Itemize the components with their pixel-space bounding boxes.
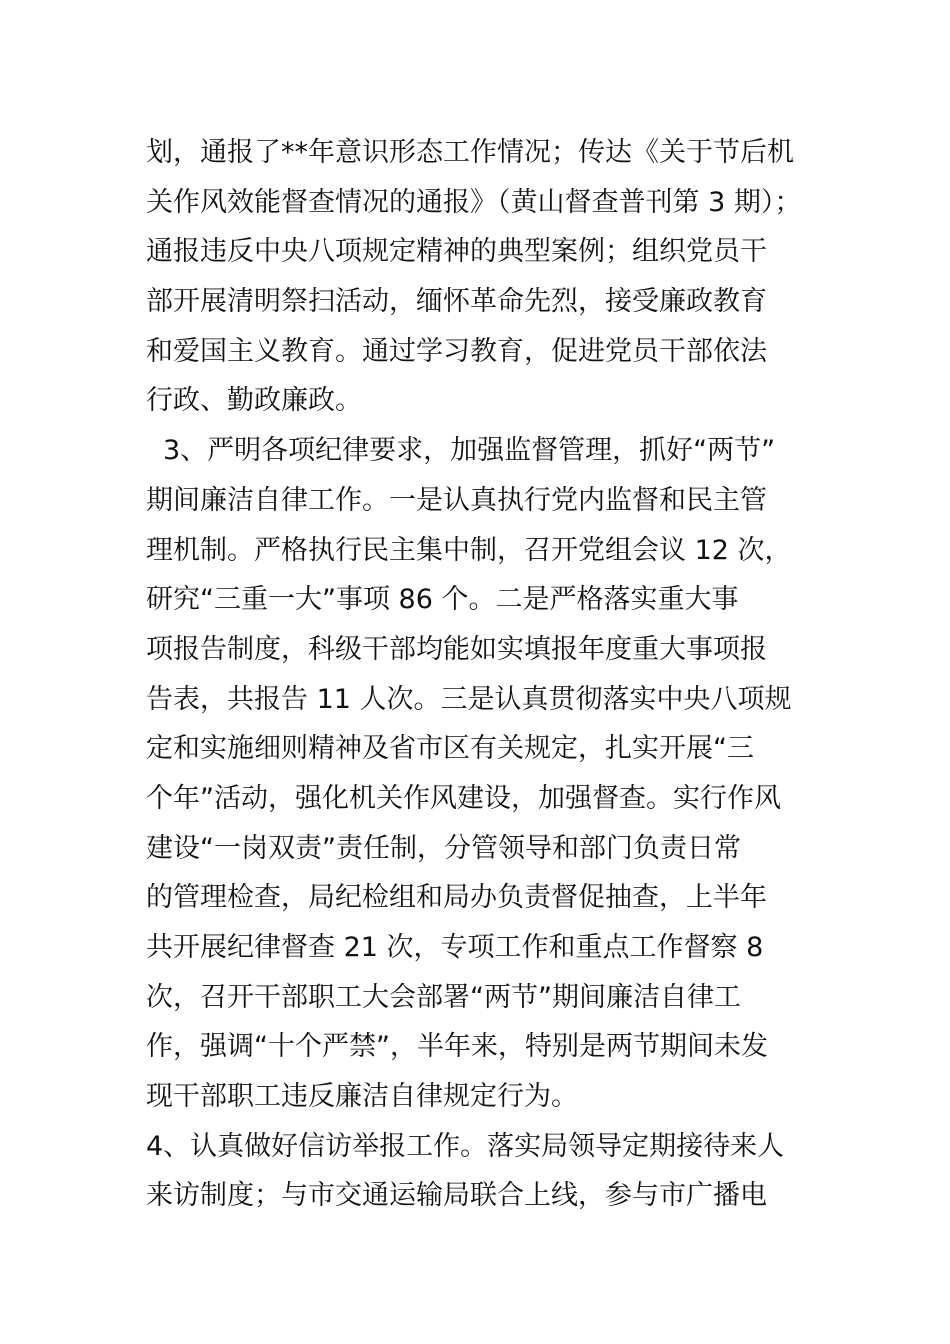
- section-3-heading-line: 3、严明各项纪律要求，加强监督管理，抓好“两节”: [163, 435, 776, 467]
- text-line: 告表，共报告 11 人次。三是认真贯彻落实中央八项规: [146, 683, 792, 715]
- text-line: 行政、勤政廉政。: [146, 385, 362, 417]
- body-text: [146, 128, 836, 1221]
- text-line: 现干部职工违反廉洁自律规定行为。: [146, 1081, 578, 1113]
- text-line: 理机制。严格执行民主集中制，召开党组会议 12 次，: [146, 534, 792, 566]
- text-line: 次，召开干部职工大会部署“两节”期间廉洁自律工: [146, 981, 741, 1013]
- text-line: 期间廉洁自律工作。一是认真执行党内监督和民主管: [146, 484, 767, 516]
- text-line: 定和实施细则精神及省市区有关规定，扎实开展“三: [146, 733, 754, 765]
- text-line: 作，强调“十个严禁”，半年来，特别是两节期间未发: [146, 1031, 768, 1063]
- text-line: 划，通报了**年意识形态工作情况；传达《关于节后机: [146, 137, 794, 168]
- section-4-heading-line: 4、认真做好信访举报工作。落实局领导定期接待来人: [146, 1130, 785, 1162]
- text-line: 个年”活动，强化机关作风建设，加强督查。实行作风: [146, 782, 781, 814]
- text-line: 关作风效能督查情况的通报》（黄山督查普刊第 3 期）；: [146, 186, 802, 218]
- text-line: 研究“三重一大”事项 86 个。二是严格落实重大事: [146, 584, 739, 616]
- text-line: 项报告制度，科级干部均能如实填报年度重大事项报: [146, 633, 767, 665]
- text-line: 来访制度；与市交通运输局联合上线，参与市广播电: [146, 1180, 767, 1212]
- text-line: 和爱国主义教育。通过学习教育，促进党员干部依法: [146, 335, 767, 367]
- text-line: 共开展纪律督查 21 次，专项工作和重点工作督察 8: [146, 932, 764, 963]
- text-line: 通报违反中央八项规定精神的典型案例；组织党员干: [146, 236, 767, 268]
- text-line: 建设“一岗双责”责任制，分管领导和部门负责日常: [146, 832, 741, 864]
- text-line: 的管理检查，局纪检组和局办负责督促抽查，上半年: [146, 882, 767, 914]
- text-line: 部开展清明祭扫活动，缅怀革命先烈，接受廉政教育: [146, 286, 767, 318]
